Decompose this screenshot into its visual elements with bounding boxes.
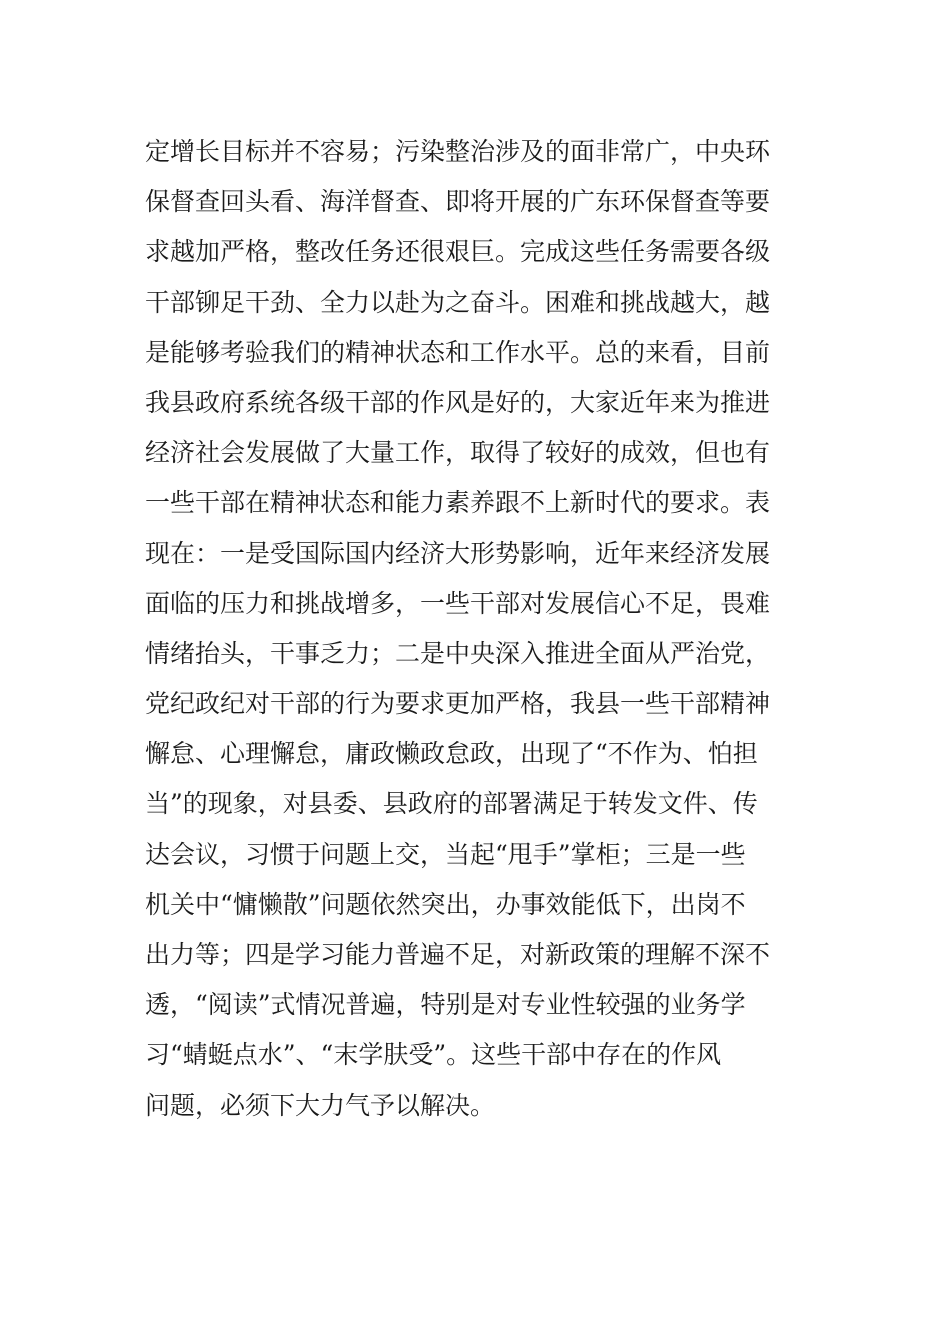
text-line: 是能够考验我们的精神状态和工作水平。总的来看，目前 xyxy=(145,337,771,367)
text-line: 干部铆足干劲、全力以赴为之奋斗。困难和挑战越大，越 xyxy=(145,287,771,317)
text-line: 党纪政纪对干部的行为要求更加严格，我县一些干部精神 xyxy=(145,689,771,719)
text-line: 经济社会发展做了大量工作，取得了较好的成效，但也有 xyxy=(145,438,771,468)
text-line: 一些干部在精神状态和能力素养跟不上新时代的要求。表 xyxy=(145,488,771,518)
text-line: 出力等；四是学习能力普遍不足，对新政策的理解不深不 xyxy=(145,940,771,969)
text-line: 达会议，习惯于问题上交，当起“甩手”掌柜；三是一些 xyxy=(145,839,746,869)
text-line: 习“蜻蜓点水”、“末学肤受”。这些干部中存在的作风 xyxy=(145,1040,722,1070)
text-line: 我县政府系统各级干部的作风是好的，大家近年来为推进 xyxy=(145,387,771,417)
text-line: 求越加严格，整改任务还很艰巨。完成这些任务需要各级 xyxy=(145,237,771,267)
text-line: 透，“阅读”式情况普遍，特别是对专业性较强的业务学 xyxy=(145,990,746,1020)
text-line: 面临的压力和挑战增多，一些干部对发展信心不足，畏难 xyxy=(145,588,771,618)
text-line: 当”的现象，对县委、县政府的部署满足于转发文件、传 xyxy=(145,789,758,819)
body-paragraph xyxy=(145,127,795,1131)
text-line: 定增长目标并不容易；污染整治涉及的面非常广，中央环 xyxy=(145,137,771,166)
text-line: 现在：一是受国际国内经济大形势影响，近年来经济发展 xyxy=(145,538,771,568)
text-line: 问题，必须下大力气予以解决。 xyxy=(145,1090,496,1120)
text-line: 懈怠、心理懈怠，庸政懒政怠政，出现了“不作为、怕担 xyxy=(145,739,758,769)
text-line: 情绪抬头，干事乏力；二是中央深入推进全面从严治党， xyxy=(145,638,771,668)
text-line: 保督查回头看、海洋督查、即将开展的广东环保督查等要 xyxy=(145,187,771,217)
text-line: 机关中“慵懒散”问题依然突出，办事效能低下，出岗不 xyxy=(145,889,746,919)
